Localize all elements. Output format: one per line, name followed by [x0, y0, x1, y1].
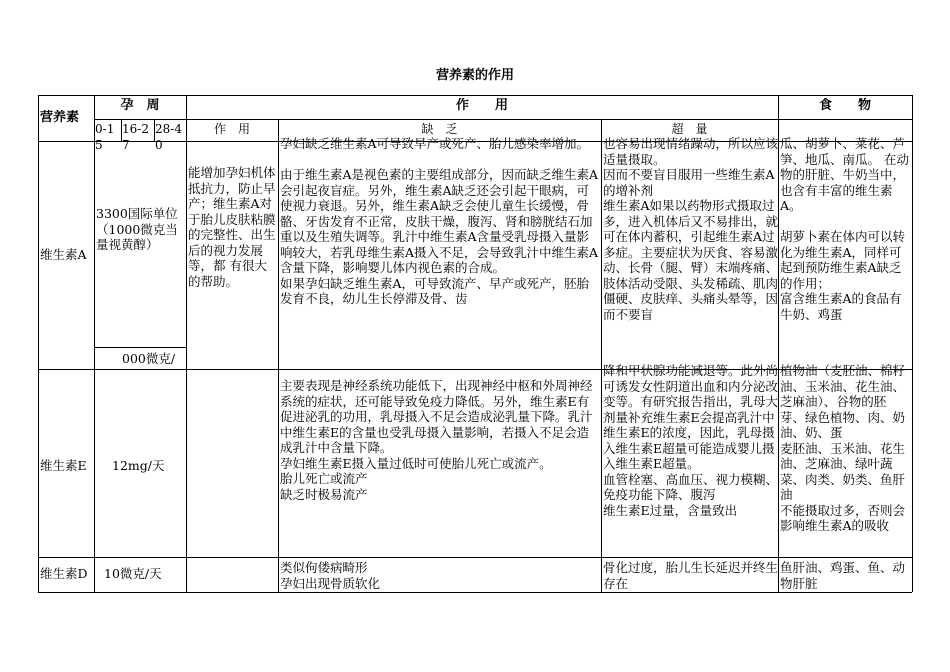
food-vitamin-d: 鱼肝油、鸡蛋、鱼、动物肝脏 [780, 560, 906, 591]
role-vitamin-a: 能增加孕妇机体抵抗力，防止早产；维生素A对于胎儿皮肤粘膜的完整性、出生后的视力发展等，都 有很大的帮助。 [188, 165, 276, 289]
header-nutrient: 营养素 [40, 110, 80, 125]
dose-vitamin-d: 10微克/天 [104, 566, 162, 581]
dose-vitamin-e: 12mg/天 [112, 458, 165, 473]
food-vitamin-a: 瓜、胡萝卜、菜花、芦笋、地瓜、南瓜。 在动物的肝脏、牛奶当中，也含有丰富的维生素A。 胡萝卜素在体内可以转化为维生素A，同样可起到预防维生素A缺乏的作用； 富含维生素A的食品有牛奶、鸡蛋 [780, 136, 909, 322]
header-role: 作 用 [213, 122, 250, 136]
nutrient-name-vitamin-e: 维生素E [40, 458, 87, 473]
nutrient-name-vitamin-a: 维生素A [40, 247, 87, 262]
header-effect: 作 用 [455, 98, 508, 113]
header-pregnancy: 孕 周 [120, 98, 160, 113]
header-week-16-27: 16-27 [122, 122, 149, 152]
deficiency-vitamin-a: 孕妇缺乏维生素A可导致早产或死产、胎儿感染率增加。 由于维生素A是视色素的主要组成部分，因而缺乏维生素A会引起夜盲症。另外，维生素A缺乏还会引起干眼病，可使视力衰退。另外，维生素A缺乏会使儿童生长缓慢，骨骼、牙齿发育不正常，皮肤干燥，腹泻、肾和膀胱结石加重以及生殖失调等。乳汁中维生素A含量受乳母摄入量影响较大，若乳母维生素A摄入不足，会导致乳汁中维生素A含量下降，影响婴儿体内视色素的合成。 如果孕妇缺乏维生素A，可导致流产、早产或死产，胚胎发育不良，幼儿生长停滞及骨、齿 [280, 136, 599, 306]
header-excess: 超 量 [671, 122, 708, 136]
deficiency-vitamin-e: 主要表现是神经系统功能低下，出现神经中枢和外周神经系统的症状，还可能导致免疫力降低。另外，维生素E有促进泌乳的功用，乳母摄入不足会造成泌乳量下降。乳汁中维生素E的含量也受乳母摄入量影响，若摄入不足会造成乳汁中含量下降。 孕妇维生素E摄入量过低时可使胎儿死亡或流产。 胎儿死亡或流产 缺乏时极易流产 [280, 378, 593, 502]
header-food: 食 物 [818, 98, 871, 113]
excess-vitamin-d: 骨化过度，胎儿生长延迟并终生存在 [603, 560, 778, 591]
page-title: 营养素的作用 [435, 68, 514, 83]
dose-vitamin-a: 3300国际单位 （1000微克当量视黄醇） [96, 206, 178, 252]
nutrient-name-vitamin-d: 维生素D [40, 566, 88, 581]
excess-vitamin-a: 也容易出现情绪躁动，所以应该适量摄取。 因而不要盲目服用一些维生素A的增补剂 维生素A如果以药物形式摄取过多，进入机体后又不易排出，就可在体内蓄积，引起维生素A过多症。主要症状为厌食、容易激动、长骨（腿、臂）末端疼痛、肢体活动受限、头发稀疏、肌肉僵硬、皮肤痒、头痛头晕等，因而不要盲 [603, 136, 778, 322]
deficiency-vitamin-d: 类似佝偻病畸形 孕妇出现骨质软化 [280, 560, 381, 591]
food-vitamin-e: 植物油（麦胚油、棉籽油、玉米油、花生油、芝麻油）、谷物的胚芽、绿色植物、肉、奶油、奶、蛋 麦胚油、玉米油、花生油、芝麻油、绿叶蔬菜、肉类、奶类、鱼肝油 不能摄取过多，否则会影响维生素A的吸收 [780, 363, 906, 533]
header-deficiency: 缺 乏 [421, 122, 458, 136]
header-week-0-15: 0-15 [95, 122, 115, 152]
excess-vitamin-e: 降和甲状腺功能减退等。此外尚可诱发女性阴道出血和内分泌改变等。有研究报告指出，乳母大剂量补充维生素E会提高乳汁中维生素E的浓度，因此，乳母摄入维生素E超量可能造成婴儿摄入维生素E超量。 血管栓塞、高血压、视力模糊、免疫功能下降、腹泻 维生素E过量，含量致出 [603, 363, 778, 518]
dose2-vitamin-a: 000微克/ [122, 351, 176, 366]
header-week-28-40: 28-40 [155, 122, 182, 152]
